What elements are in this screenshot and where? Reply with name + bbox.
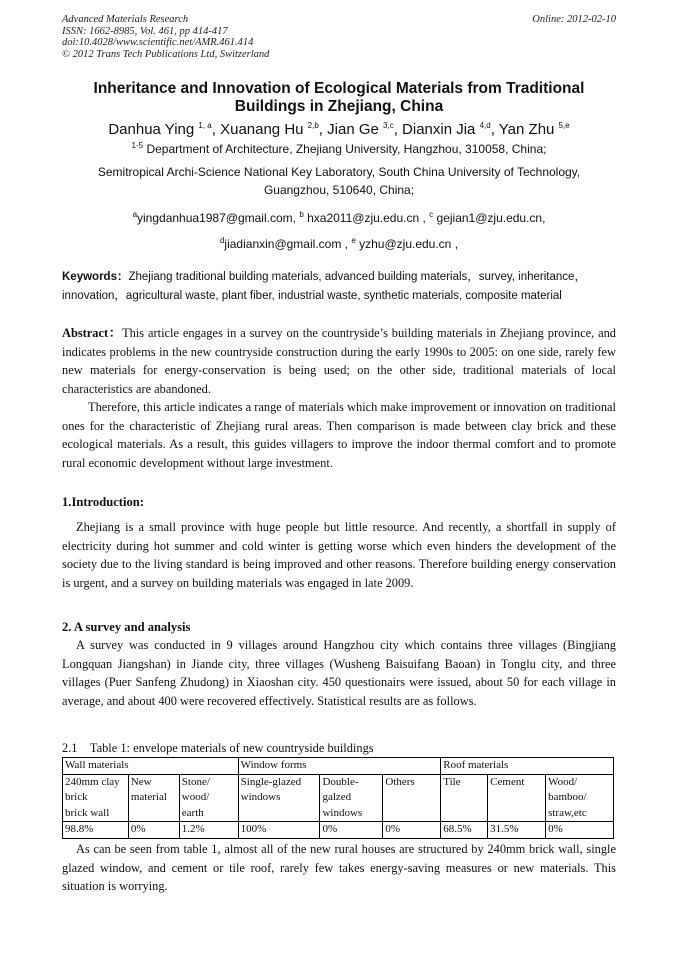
author-affil-mark: 1, a [198,121,212,130]
table-cell: 100% [238,822,320,839]
email-link[interactable]: yzhu@zju.edu.cn , [359,237,459,251]
keywords-text: Zhejiang traditional building materials, advanced building materials，survey, inheritance，innovation，agricultural waste, plant fiber, industrial waste, synthetic materials, composite material [62,271,586,302]
table-column-header: Wood/ bamboo/ straw,etc [546,774,614,822]
affil-line: Guangzhou, 510640, China; [263,183,415,197]
table-column-header: Double- galzed windows [320,774,383,822]
author-name: Xuanang Hu [220,121,304,138]
keywords [62,268,616,306]
table-caption-number: 2.1 [62,741,78,755]
section-2-body [62,636,616,710]
affil-mark: 1-5 [131,141,144,150]
affil-text: Department of Architecture, Zhejiang University, Hangzhou, 310058, China; [146,142,547,156]
table-column-header-row [63,774,614,822]
table-cell: 98.8% [63,822,129,839]
email-mark: e [351,236,356,245]
journal-header [62,14,269,60]
closing-text: As can be seen from table 1, almost all of the new rural houses are structured by 240mm brick wall, single glazed window, and cement or tile roof, rarely few takes energy-saving measures or new materials. This situation is worrying. [62,842,616,894]
affiliation-1 [62,137,616,158]
section-1-text: Zhejiang is a small province with huge people but little resource. And recently, a shortfall in supply of electricity during hot summer and cold winter is getting worse which even hinders the development of the society due to the living standard is being improved and other reasons. Therefore building energy conservation is urgent, and a survey on building materials was engaged in late 2009. [62,520,616,590]
table-cell: 31.5% [488,822,546,839]
doi-line: doi:10.4028/www.scientific.net/AMR.461.414 [62,37,254,48]
abstract-text: Therefore, this article indicates a range of materials which make improvement or innovation on traditional ones for the characteristic of Zhejiang rural areas. Then comparison is made between clay brick and these ecological materials. As a result, this guides villagers to improve the indoor thermal comfort and to promote rural economic development without large investment. [62,400,616,470]
email-mark: b [299,210,304,219]
abstract-label: Abstract： [62,326,123,340]
section-1-body [62,518,616,592]
table-column-header: Stone/ wood/ earth [179,774,238,822]
email-link[interactable]: yingdanhua1987@gmail.com, [137,211,296,225]
table-cell: 0% [128,822,179,839]
author-name: Jian Ge [327,121,379,138]
author-name: Yan Zhu [498,121,555,138]
issn-line: ISSN: 1662-8985, Vol. 461, pp 414-417 [62,25,228,37]
section-2-text: A survey was conducted in 9 villages around Hangzhou city which contains three villages (Bingjiang Longquan Jiangshan) in Jiande city, three villages (Wusheng Baisuifang Baoan) in Tonglu city, and three villages (Puer Sanfeng Zhudong) in Xiaoshan city. 450 questionairs were issued, about 50 for each village in average, and about 400 were recovered effectively. Statistical results are as follows. [62,638,616,708]
author-affil-mark: 5,e [558,121,570,130]
abstract-text: This article engages in a survey on the countryside’s building materials in Zhejiang province, and indicates problems in the new countryside construction during the early 1990s to 2005: on one side, rarely few new materials for energy-conservation is being used; on the other side, traditional materials of local characteristics are abandoned. [62,326,616,396]
author-affil-mark: 2,b [307,121,319,130]
email-link[interactable]: jiadianxin@gmail.com , [224,237,348,251]
author-name: Danhua Ying [108,121,195,138]
table-cell: 68.5% [441,822,488,839]
journal-name: Advanced Materials Research [62,14,189,25]
email-line-2 [62,232,616,253]
abstract-paragraph-2 [62,398,616,472]
email-line-1 [62,206,616,227]
online-date: Online: 2012-02-10 [532,14,616,25]
section-2-heading: 2. A survey and analysis [62,620,191,634]
title-line-2: Buildings in Zhejiang, China [234,98,444,115]
table-cell: 0% [320,822,383,839]
keywords-label: Keywords： [62,271,129,283]
email-link[interactable]: hxa2011@zju.edu.cn , [307,211,426,225]
table-column-header: Cement [488,774,546,822]
author-name: Dianxin Jia [402,121,476,138]
table-cell: 1.2% [179,822,238,839]
email-mark: a [132,210,138,219]
affiliation-2 [62,163,616,199]
email-link[interactable]: gejian1@zju.edu.cn, [436,211,546,225]
table-column-header: Others [383,774,441,822]
table-column-header: 240mm clay brick brick wall [63,774,129,822]
abstract-paragraph-1 [62,324,616,398]
author-affil-mark: 3,c [383,121,394,130]
email-mark: d [219,236,225,245]
envelope-materials-table [62,757,614,839]
title-line-1: Inheritance and Innovation of Ecological Materials from Traditional [93,80,585,97]
table-group-header: Window forms [238,758,441,775]
paper-title [62,80,616,116]
table-cell: 0% [546,822,614,839]
table-caption [62,741,374,756]
closing-paragraph [62,840,616,896]
table-column-header: Tile [441,774,488,822]
copyright-line: © 2012 Trans Tech Publications Ltd, Switzerland [62,48,270,60]
table-group-header: Roof materials [441,758,614,775]
table-column-header: New material [128,774,179,822]
section-1-heading: 1.Introduction: [62,495,144,509]
email-mark: c [429,210,434,219]
table-group-header: Wall materials [63,758,239,775]
table-caption-text: Table 1: envelope materials of new countryside buildings [89,741,374,755]
table-group-row [63,758,614,775]
table-column-header: Single-glazed windows [238,774,320,822]
table-row [63,822,614,839]
affil-line: Semitropical Archi-Science National Key Laboratory, South China University of Technology, [97,165,581,179]
author-list: Danhua Ying $^{1, a}$, Xuanang Hu $^{2,b}$, Jian Ge $^{3,c}$, Dianxin Jia $^{4,d}$, Yan Zhu $^{5,e}$ [108,121,570,138]
table-cell: 0% [383,822,441,839]
author-affil-mark: 4,d [479,121,491,130]
